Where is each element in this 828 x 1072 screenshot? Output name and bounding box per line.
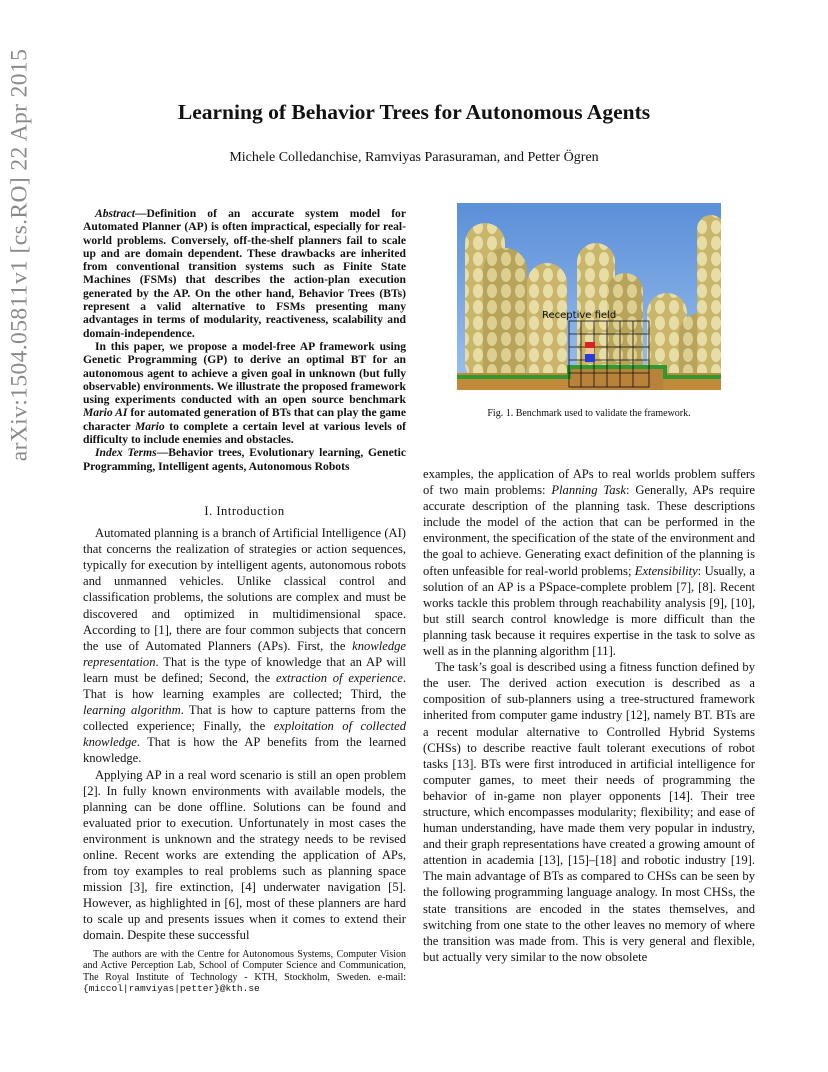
footnote-text: The authors are with the Centre for Autonomous Systems, Computer Vision and Active Perception Lab, School of Computer Science and Communication, The Royal Institute of Technology - KTH, Stockholm, Sweden. e-mail:: [83, 949, 406, 983]
mario-term: Mario: [135, 419, 165, 433]
mario-sprite: [585, 342, 595, 362]
abstract-label: Abstract: [95, 207, 135, 220]
right-p1a: examples, the application of APs to real worlds problem suffers of two main problems:: [423, 467, 755, 498]
intro-p1d: . That is how to capture patterns from the collected experience; Finally, the: [83, 703, 406, 734]
intro-ee: extraction of experience: [275, 670, 403, 685]
intro-p1a: Automated planning is a branch of Artificial Intelligence (AI) that concerns the realization of strategies or action sequences, typically for execution by intelligent agents, autonomous robots and unmanned vehicles. Unlike classical control and classification problems, the solutions are complex and must be discovered and optimized in multidimensional space. According to [1], there are four common subjects that concern the use of Automated Planners (APs). First, the: [83, 526, 406, 653]
footnote-email: {miccol|ramviyas|petter}@kth.se: [83, 982, 260, 994]
planning-task-term: Planning Task: [551, 483, 627, 498]
paper-authors: Michele Colledanchise, Ramviyas Parasuraman, and Petter Ögren: [229, 150, 599, 165]
intro-p1e: . That is how the AP benefits from the learned knowledge.: [83, 735, 406, 766]
abstract-p2-mid: for automated generation of BTs that can play the game character: [83, 406, 406, 433]
figure-caption: Fig. 1. Benchmark used to validate the framework.: [487, 408, 691, 419]
intro-p2: Applying AP in a real word scenario is still an open problem [2]. In fully known environments with available models, the planning can be done offline. Solutions can be found and evaluated prior to execution. Unfortunately in most cases the environment is unknown and the strategy needs to be revised online. Recent works are extending the application of APs, from toy examples to real problems such as planning space mission [3], fire extinction, [4] underwater navigation [5]. However, as highlighted in [6], most of these planners are hard to scale up and presents issues when it comes to extend their domain. Despite these successful: [83, 767, 406, 943]
abstract-p2: In this paper, we propose a model-free AP framework using Genetic Programming (GP) to derive an optimal BT for an autonomous agent to achieve a given goal in unknown (but fully observable) environments. We illustrate the proposed framework using experiments conducted with an open source benchmark: [83, 339, 406, 407]
index-terms: Behavior trees, Evolutionary learning, Genetic Programming, Intelligent agents, Autonomous Robots: [83, 446, 406, 473]
introduction: [83, 493, 406, 944]
intro-la: learning algorithm: [83, 703, 181, 718]
section-heading: I. Introduction: [204, 504, 285, 518]
intro-p1c: . That is how learning examples are collected; Third, the: [83, 670, 407, 702]
figure-mario-benchmark: [457, 203, 721, 390]
paper-title: Learning of Behavior Trees for Autonomous Agents: [177, 100, 651, 124]
abstract: Abstract—Definition of an accurate system model for Automated Planner (AP) is often impractical, especially for real-world problems. Conversely, off-the-shelf planners fail to scale up and are domain dependent. These drawbacks are inherited from conventional transition systems such as Finite State Machines (FSMs) that describes the action-plan execution generated by the AP. On the other hand, Behavior Trees (BTs) represent a valid alternative to FSMs presenting many advantages in terms of modularity, reactiveness, scalability and domain-independence. In this paper, we propose a model-free AP framework using Genetic Programming (GP) to derive an optimal BT for an autonomous agent to achieve a given goal in unknown (but fully observable) environments. We illustrate the proposed framework using experiments conducted with an open source benchmark Mario AI for automated generation of BTs that can play the game character Mario to complete a certain level at various levels of difficulty to include enemies and obstacles. Index Terms—Behavior trees, Evolutionary learning, Genetic Programming, Intelligent agents, Autonomous Robots: [83, 207, 406, 473]
receptive-field-label: Receptive field: [542, 310, 617, 321]
arxiv-id: arXiv:1504.05811v1 [cs.RO] 22 Apr 2015: [6, 48, 33, 462]
index-terms-label: Index Terms: [95, 446, 157, 460]
abstract-p2-end: to complete a certain level at various levels of difficulty to include enemies and obstacles.: [83, 419, 406, 447]
footnote: [83, 949, 406, 994]
intro-kr: knowledge representation: [83, 638, 406, 669]
mario-ai-term: Mario AI: [83, 406, 128, 420]
intro-eck: exploitation of collected knowledge: [83, 719, 406, 750]
extensibility-term: Extensibility: [634, 563, 698, 578]
right-p1c: : Usually, a solution of an AP is a PSpace-complete problem [7], [8]. Recent works tackle this problem through reachability analysis [9], [10], but still search control knowledge is more difficult than the planning task because it requires expertise in the task to solve as well as in the planning algorithm [11].: [423, 563, 755, 659]
abstract-p1: Definition of an accurate system model for Automated Planner (AP) is often impractical, especially for real-world problems. Conversely, off-the-shelf planners fail to scale up and are domain dependent. These drawbacks are inherited from conventional transition systems such as Finite State Machines (FSMs) that describes the action-plan execution generated by the AP. On the other hand, Behavior Trees (BTs) represent a valid alternative to FSMs presenting many advantages in terms of modularity, reactiveness, scalability and domain-independence.: [83, 207, 406, 340]
right-p1b: : Generally, APs require accurate description of the planning task. These descriptions include the model of the action that can be performed in the environment, the specification of the state of the environment and the goal to achieve. Generating exact definition of the planning is often unfeasible for real-world problems;: [423, 483, 756, 578]
right-p2: The task’s goal is described using a fitness function defined by the user. The derived action execution is described as a composition of sub-planners using a tree-structured framework inherited from computer game industry [12], namely BT. BTs are a recent modular alternative to Controlled Hybrid Systems (CHSs) to describe reactive fault tolerant executions of robot tasks [13]. BTs were first introduced in artificial intelligence for computer games, to meet their needs of programming the behavior of in-game non player opponents [14]. Their tree structure, which encompasses modularity; flexibility; and ease of human understanding, have made them very popular in industry, and their graph representations have created a growing amount of attention in academia [13], [15]–[18] and robotic industry [19]. The main advantage of BTs as compared to CHSs can be seen by the following programming language analogy. In most CHSs, the state transitions are encoded in the states themselves, and switching from one state to the other leaves no memory of where the transition was made from. This is very general and flexible, but actually very similar to the now obsolete: [423, 660, 755, 964]
right-column: [423, 466, 755, 965]
mario-scene-image: [457, 203, 721, 390]
intro-p1b: . That is the type of knowledge that an AP will learn must be defined; Second, the: [83, 654, 406, 685]
